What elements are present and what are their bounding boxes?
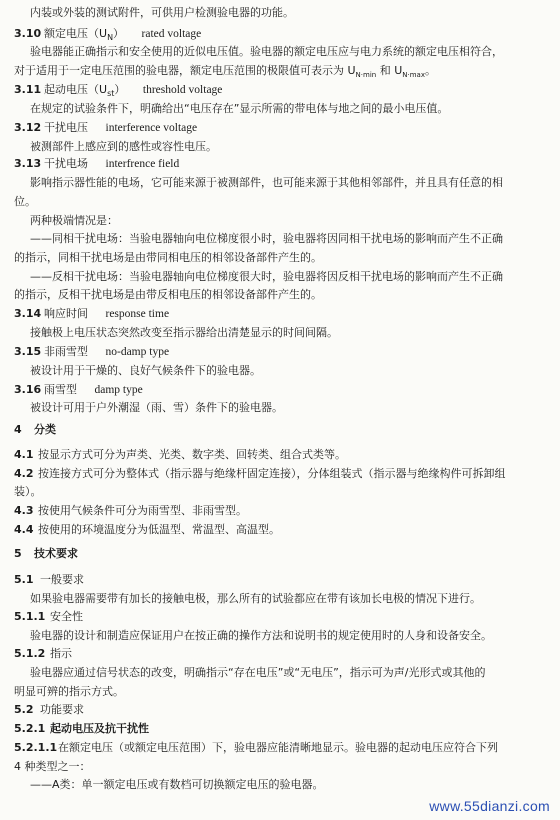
- clause-title: [44, 157, 179, 171]
- clause-title-text: 干扰电压: [44, 121, 88, 134]
- text-line: [14, 288, 322, 302]
- line-text: 两种极端情况是：: [30, 214, 118, 227]
- clause-number: 5.1.2: [14, 647, 46, 660]
- line-text: 如果验电器需要带有加长的接触电极，那么所有的试验都应在带有该加长电极的情况下进行。: [30, 592, 481, 605]
- clause-title-en: threshold voltage: [142, 84, 223, 96]
- clause-number: 4.2: [14, 467, 34, 480]
- clause-text: 在额定电压（或额定电压范围）下，验电器应能清晰地显示。验电器的起动电压应符合下列: [58, 741, 498, 754]
- line-subscript: N·min: [355, 71, 377, 80]
- clause-title: [44, 383, 143, 397]
- clause-title-text: 雨雪型: [44, 383, 77, 396]
- section-title: 技术要求: [34, 547, 78, 560]
- clause-title-text: 干扰电场: [44, 157, 88, 170]
- clause-number: 4.3: [14, 504, 34, 517]
- text-line: [30, 629, 492, 643]
- clause-number: 3.14: [14, 307, 42, 320]
- clause-title-subscript: st: [107, 89, 115, 99]
- clause-title-en: damp type: [94, 384, 143, 396]
- text-line: [30, 592, 481, 606]
- text-line: [14, 251, 322, 265]
- clause-text: 按显示方式可分为声类、光类、数字类、回转类、组合式类等。: [38, 448, 346, 461]
- clause-text: 按使用的环境温度分为低温型、常温型、高温型。: [38, 523, 280, 536]
- line-text: ——同相干扰电场：当验电器轴向电位梯度很小时，验电器将因同相干扰电场的影响而产生不正确: [30, 232, 503, 245]
- clause-number: 3.15: [14, 345, 42, 358]
- line-text: 验电器应通过信号状态的改变，明确指示“存在电压”或“无电压”，指示可为声/光形式或其他的: [30, 666, 486, 679]
- section-number: 5: [14, 547, 22, 560]
- clause-title-text: 非雨雪型: [44, 345, 88, 358]
- clause-number: 3.11: [14, 83, 42, 96]
- clause-number: 5.2: [14, 703, 34, 716]
- line-text: 被测部件上感应到的感性或容性电压。: [30, 140, 217, 153]
- clause-title: [44, 121, 197, 135]
- line-text: 对于适用于一定电压范围的验电器，额定电压范围的极限值可表示为 U: [14, 64, 356, 77]
- clause-number: 5.1: [14, 573, 34, 586]
- clause-title-subscript: N: [107, 33, 114, 43]
- line-text: 位。: [14, 195, 36, 208]
- clause-number: 3.12: [14, 121, 42, 134]
- clause-number: 5.1.1: [14, 610, 46, 623]
- text-line: [30, 176, 503, 190]
- line-text-end: 。: [425, 64, 436, 77]
- clause-title-text: 额定电压（U: [44, 27, 108, 40]
- clause-title-suffix: ）: [113, 27, 125, 40]
- clause-title: [44, 27, 201, 45]
- clause-title: 安全性: [50, 610, 83, 623]
- line-subscript-2: N·max: [402, 71, 425, 80]
- clause-number: 3.13: [14, 157, 42, 170]
- clause-title-en: no-damp type: [105, 346, 170, 358]
- line-text: ——A类：单一额定电压或有数档可切换额定电压的验电器。: [30, 778, 324, 791]
- clause-title-text: 起动电压（U: [44, 83, 108, 96]
- clause-text: 按使用气候条件可分为雨雪型、非雨雪型。: [38, 504, 247, 517]
- clause-title: [44, 307, 169, 321]
- text-line: [14, 64, 436, 82]
- line-text: ——反相干扰电场：当验电器轴向电位梯度很大时，验电器将因反相干扰电场的影响而产生不正确: [30, 270, 503, 283]
- text-line: [30, 364, 261, 378]
- clause-number: 3.16: [14, 383, 42, 396]
- line-text: 明显可辨的指示方式。: [14, 685, 124, 698]
- line-text: 4 种类型之一：: [14, 760, 91, 773]
- text-line: [30, 778, 324, 792]
- line-text: 在规定的试验条件下，明确给出“电压存在”显示所需的带电体与地之间的最小电压值。: [30, 102, 449, 115]
- clause-title-en: interference voltage: [105, 122, 198, 134]
- line-text: 验电器的设计和制造应保证用户在按正确的操作方法和说明书的规定使用时的人身和设备安全。: [30, 629, 492, 642]
- clause-number: 4.1: [14, 448, 34, 461]
- text-line: [30, 326, 338, 340]
- clause-title-en: rated voltage: [141, 28, 202, 40]
- clause-title-en: response time: [105, 308, 170, 320]
- clause-title: [44, 345, 169, 359]
- clause-title: 功能要求: [40, 703, 84, 716]
- text-line: [30, 140, 217, 154]
- clause-title: 一般要求: [40, 573, 84, 586]
- text-line: [30, 45, 503, 59]
- line-text: 装）。: [14, 485, 42, 498]
- text-line: [30, 214, 118, 228]
- clause-number: 5.2.1: [14, 722, 46, 735]
- line-text: 被设计可用于户外潮湿（雨、雪）条件下的验电器。: [30, 401, 283, 414]
- line-text-continued: 和 U: [379, 64, 403, 77]
- clause-number: 3.10: [14, 27, 42, 40]
- line-text: 接触极上电压状态突然改变至指示器给出清楚显示的时间间隔。: [30, 326, 338, 339]
- clause-title-en: interfrence field: [105, 158, 180, 170]
- line-text: 内装或外装的测试附件，可供用户检测验电器的功能。: [30, 6, 294, 19]
- line-text: 被设计用于干燥的、良好气候条件下的验电器。: [30, 364, 261, 377]
- section-title: 分类: [34, 423, 56, 436]
- clause-title: [44, 83, 222, 101]
- text-line: [30, 6, 294, 20]
- line-text: 验电器能正确指示和安全使用的近似电压值。验电器的额定电压应与电力系统的额定电压相符合，: [30, 45, 503, 58]
- text-line: [14, 685, 124, 699]
- clause-title-suffix: ）: [114, 83, 126, 96]
- text-line: [14, 760, 91, 774]
- clause-title-text: 响应时间: [44, 307, 88, 320]
- text-line: [14, 195, 36, 209]
- text-line: [30, 666, 486, 680]
- clause-number: 4.4: [14, 523, 34, 536]
- line-text: 影响指示器性能的电场，它可能来源于被测部件，也可能来源于其他相邻部件，并且具有任意的相: [30, 176, 503, 189]
- text-line: [30, 232, 503, 246]
- clause-text: 按连接方式可分为整体式（指示器与绝缘杆固定连接），分体组装式（指示器与绝缘构件可拆卸组: [38, 467, 506, 480]
- text-line: [30, 401, 283, 415]
- text-line: [30, 102, 448, 116]
- line-text: 的指示，反相干扰电场是由带反相电压的相邻设备部件产生的。: [14, 288, 322, 301]
- text-line: [14, 485, 42, 499]
- clause-number: 5.2.1.1: [14, 741, 58, 754]
- clause-title: 起动电压及抗干扰性: [50, 722, 149, 735]
- text-line: [30, 270, 503, 284]
- line-text: 的指示，同相干扰电场是由带同相电压的相邻设备部件产生的。: [14, 251, 322, 264]
- clause-title: 指示: [50, 647, 72, 660]
- site-watermark: www.55dianzi.com: [429, 798, 550, 814]
- section-number: 4: [14, 423, 22, 436]
